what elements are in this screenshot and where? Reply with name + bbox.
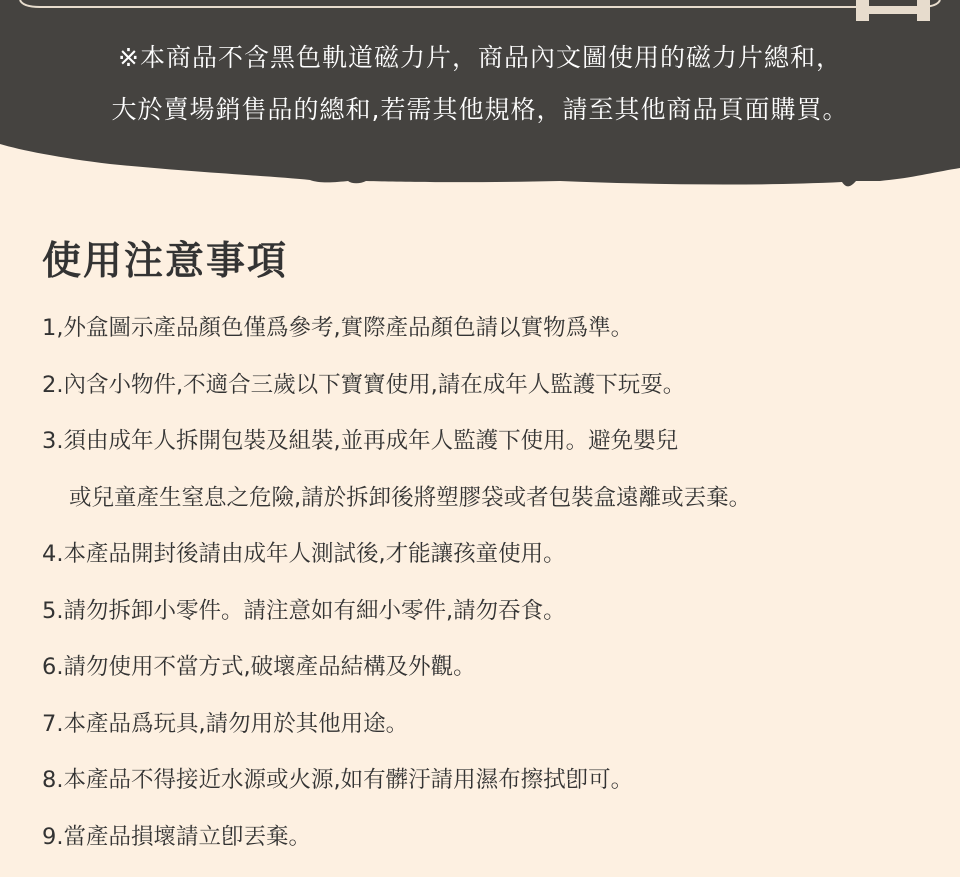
notes-list xyxy=(42,300,952,865)
note-item-4: 4.本產品開封後請由成年人測試後,才能讓孩童使用。 xyxy=(42,541,566,567)
note-item-8: 8.本產品不得接近水源或火源,如有髒汙請用濕布擦拭卽可。 xyxy=(42,767,634,793)
banner-notice-line-1: ※本商品不含黑色軌道磁力片，商品內文圖使用的磁力片總和， xyxy=(118,43,842,72)
section-title: 使用注意事項 xyxy=(42,239,289,284)
note-item-7: 7.本產品爲玩具,請勿用於其他用途。 xyxy=(42,710,409,737)
note-item-3-continuation: 或兒童產生窒息之危險,請於拆卸後將塑膠袋或者包裝盒遠離或丟棄。 xyxy=(69,484,752,511)
note-item-1: 1,外盒圖示產品顏色僅爲參考,實際產品顏色請以實物爲準。 xyxy=(42,315,634,341)
note-item-2: 2.內含小物件,不適合三歲以下寶寶使用,請在成年人監護下玩耍。 xyxy=(42,371,686,398)
banner-notice-line-2: 大於賣場銷售品的總和,若需其他規格，請至其他商品頁面購買。 xyxy=(111,95,849,124)
note-item-6: 6.請勿使用不當方式,破壞產品結構及外觀。 xyxy=(42,654,476,680)
banner-notice xyxy=(0,32,960,136)
note-item-5: 5.請勿拆卸小零件。請注意如有細小零件,請勿吞食。 xyxy=(42,597,566,624)
note-item-3: 3.須由成年人拆開包裝及組裝,並再成年人監護下使用。避免嬰兒 xyxy=(42,428,679,454)
note-item-9: 9.當產品損壞請立卽丟棄。 xyxy=(42,823,311,850)
